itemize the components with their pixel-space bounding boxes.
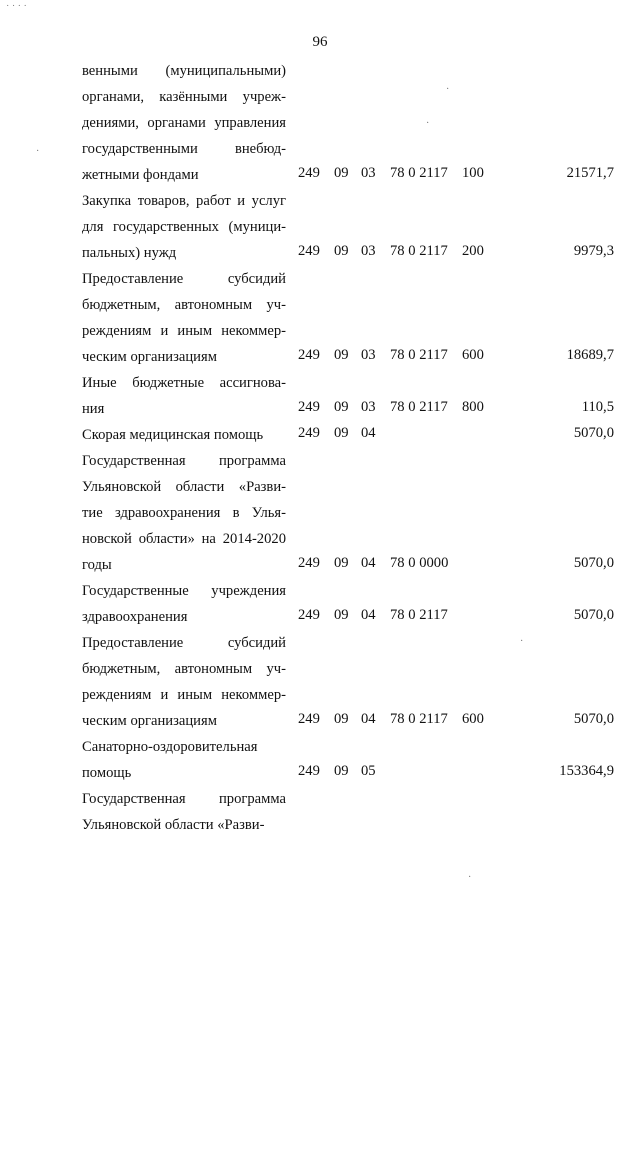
- description-line: Скорая медицинская помощь: [82, 427, 264, 443]
- subsection-code: 03: [361, 347, 376, 363]
- section-code: 09: [334, 607, 349, 623]
- description-line: государственными внебюд-: [82, 141, 286, 157]
- row-description: [82, 266, 286, 370]
- ministry-code: 249: [298, 347, 320, 363]
- description-line: новской области» на 2014-2020: [82, 531, 286, 547]
- amount-value: 5070,0: [573, 555, 614, 571]
- row-description: [82, 58, 286, 188]
- subsection-code: 04: [361, 607, 376, 623]
- description-line: для государственных (муници-: [82, 219, 286, 235]
- ministry-code: 249: [298, 425, 320, 441]
- row-description: [82, 734, 286, 786]
- description-line: годы: [82, 557, 112, 573]
- expense-type-code: 100: [462, 165, 484, 181]
- description-line: Предоставление субсидий: [82, 635, 286, 651]
- row-description: [82, 188, 286, 266]
- description-line: реждениям и иным некоммер-: [82, 687, 286, 703]
- scan-artifact-icon: ˙ ˙ ˙ ˙: [6, 4, 27, 15]
- row-description: [82, 630, 286, 734]
- section-code: 09: [334, 347, 349, 363]
- description-line: Государственная программа: [82, 791, 286, 807]
- description-line: Ульяновской области «Разви-: [82, 817, 265, 833]
- description-line: Ульяновской области «Разви-: [82, 479, 286, 495]
- section-code: 09: [334, 165, 349, 181]
- ministry-code: 249: [298, 165, 320, 181]
- target-article-code: 78 0 2117: [390, 711, 448, 727]
- expense-type-code: 600: [462, 347, 484, 363]
- description-line: дениями, органами управления: [82, 115, 286, 131]
- ministry-code: 249: [298, 607, 320, 623]
- subsection-code: 04: [361, 425, 376, 441]
- scan-artifact-icon: ·: [446, 84, 450, 95]
- amount-value: 18689,7: [566, 347, 614, 363]
- amount-value: 9979,3: [573, 243, 614, 259]
- expense-type-code: 200: [462, 243, 484, 259]
- amount-value: 21571,7: [566, 165, 614, 181]
- ministry-code: 249: [298, 711, 320, 727]
- target-article-code: 78 0 2117: [390, 607, 448, 623]
- scan-artifact-icon: ·: [520, 636, 524, 647]
- description-line: бюджетным, автономным уч-: [82, 661, 286, 677]
- description-line: бюджетным, автономным уч-: [82, 297, 286, 313]
- target-article-code: 78 0 2117: [390, 165, 448, 181]
- scan-artifact-icon: ·: [426, 118, 430, 129]
- description-line: здравоохранения: [82, 609, 188, 625]
- subsection-code: 04: [361, 711, 376, 727]
- target-article-code: 78 0 2117: [390, 347, 448, 363]
- expense-type-code: 800: [462, 399, 484, 415]
- description-line: жетными фондами: [82, 167, 199, 183]
- row-description: [82, 448, 286, 578]
- page-number: 96: [312, 34, 328, 50]
- description-line: реждениям и иным некоммер-: [82, 323, 286, 339]
- description-line: Иные бюджетные ассигнова-: [82, 375, 286, 391]
- target-article-code: 78 0 2117: [390, 399, 448, 415]
- section-code: 09: [334, 711, 349, 727]
- description-line: помощь: [82, 765, 132, 781]
- ministry-code: 249: [298, 399, 320, 415]
- description-line: ния: [82, 401, 105, 417]
- section-code: 09: [334, 425, 349, 441]
- subsection-code: 03: [361, 399, 376, 415]
- expense-type-code: 600: [462, 711, 484, 727]
- ministry-code: 249: [298, 243, 320, 259]
- row-description: [82, 578, 286, 630]
- description-line: ческим организациям: [82, 349, 217, 365]
- description-line: Предоставление субсидий: [82, 271, 286, 287]
- description-line: пальных) нужд: [82, 245, 177, 261]
- row-description: [82, 422, 286, 448]
- description-line: Санаторно-оздоровительная: [82, 739, 258, 755]
- description-line: органами, казёнными учреж-: [82, 89, 286, 105]
- scan-artifact-icon: ·: [36, 146, 40, 157]
- row-description: [82, 370, 286, 422]
- description-line: ческим организациям: [82, 713, 217, 729]
- section-code: 09: [334, 763, 349, 779]
- amount-value: 5070,0: [573, 425, 614, 441]
- amount-value: 5070,0: [573, 607, 614, 623]
- description-line: венными (муниципальными): [82, 63, 286, 79]
- scan-artifact-icon: ·: [468, 872, 472, 883]
- section-code: 09: [334, 555, 349, 571]
- description-line: тие здравоохранения в Улья-: [82, 505, 286, 521]
- amount-value: 5070,0: [573, 711, 614, 727]
- subsection-code: 03: [361, 165, 376, 181]
- target-article-code: 78 0 2117: [390, 243, 448, 259]
- description-line: Государственные учреждения: [82, 583, 286, 599]
- amount-value: 110,5: [581, 399, 614, 415]
- section-code: 09: [334, 243, 349, 259]
- description-line: Государственная программа: [82, 453, 286, 469]
- ministry-code: 249: [298, 555, 320, 571]
- description-line: Закупка товаров, работ и услуг: [82, 193, 286, 209]
- subsection-code: 05: [361, 763, 376, 779]
- subsection-code: 04: [361, 555, 376, 571]
- row-description: [82, 786, 286, 838]
- table-row: [0, 786, 640, 1166]
- subsection-code: 03: [361, 243, 376, 259]
- amount-value: 153364,9: [559, 763, 614, 779]
- section-code: 09: [334, 399, 349, 415]
- target-article-code: 78 0 0000: [390, 555, 449, 571]
- ministry-code: 249: [298, 763, 320, 779]
